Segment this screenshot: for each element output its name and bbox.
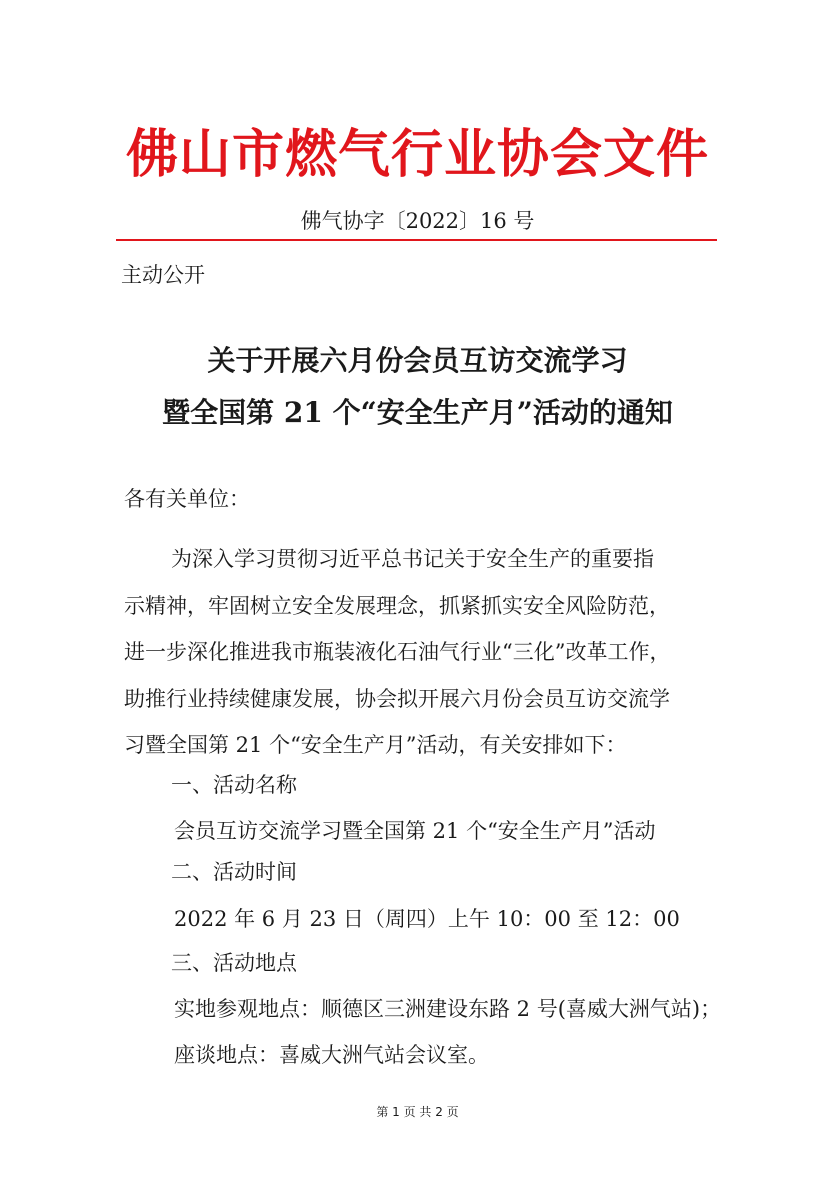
section-body-line: 实地参观地点：顺德区三洲建设东路 2 号(喜威大洲气站)； xyxy=(174,997,722,1021)
notice-title-line-1: 关于开展六月份会员互访交流学习 xyxy=(207,344,628,377)
intro-paragraph-line: 示精神，牢固树立安全发展理念，抓紧抓实安全风险防范， xyxy=(124,594,670,618)
disclosure-label: 主动公开 xyxy=(121,263,205,287)
intro-paragraph-line: 助推行业持续健康发展，协会拟开展六月份会员互访交流学 xyxy=(124,687,670,711)
section-heading-activity-name: 一、活动名称 xyxy=(171,773,297,797)
section-heading-activity-location: 三、活动地点 xyxy=(171,951,297,975)
section-body-line: 2022 年 6 月 23 日（周四）上午 10：00 至 12：00 xyxy=(174,907,680,931)
section-heading-activity-time: 二、活动时间 xyxy=(171,860,297,884)
section-body-line: 会员互访交流学习暨全国第 21 个“安全生产月”活动 xyxy=(174,819,656,843)
intro-paragraph-line: 进一步深化推进我市瓶装液化石油气行业“三化”改革工作， xyxy=(124,640,671,664)
intro-paragraph-line: 为深入学习贯彻习近平总书记关于安全生产的重要指 xyxy=(171,547,654,571)
page-number-footer: 第 1 页 共 2 页 xyxy=(376,1105,459,1119)
notice-title-line-2: 暨全国第 21 个“安全生产月”活动的通知 xyxy=(162,396,673,429)
document-number: 佛气协字〔2022〕16 号 xyxy=(300,209,535,233)
section-body-line: 座谈地点：喜威大洲气站会议室。 xyxy=(174,1043,489,1067)
red-divider-line xyxy=(116,239,717,241)
intro-paragraph-line: 习暨全国第 21 个“安全生产月”活动，有关安排如下： xyxy=(124,733,627,757)
salutation: 各有关单位： xyxy=(124,487,250,511)
letterhead-title: 佛山市燃气行业协会文件 xyxy=(125,124,709,185)
